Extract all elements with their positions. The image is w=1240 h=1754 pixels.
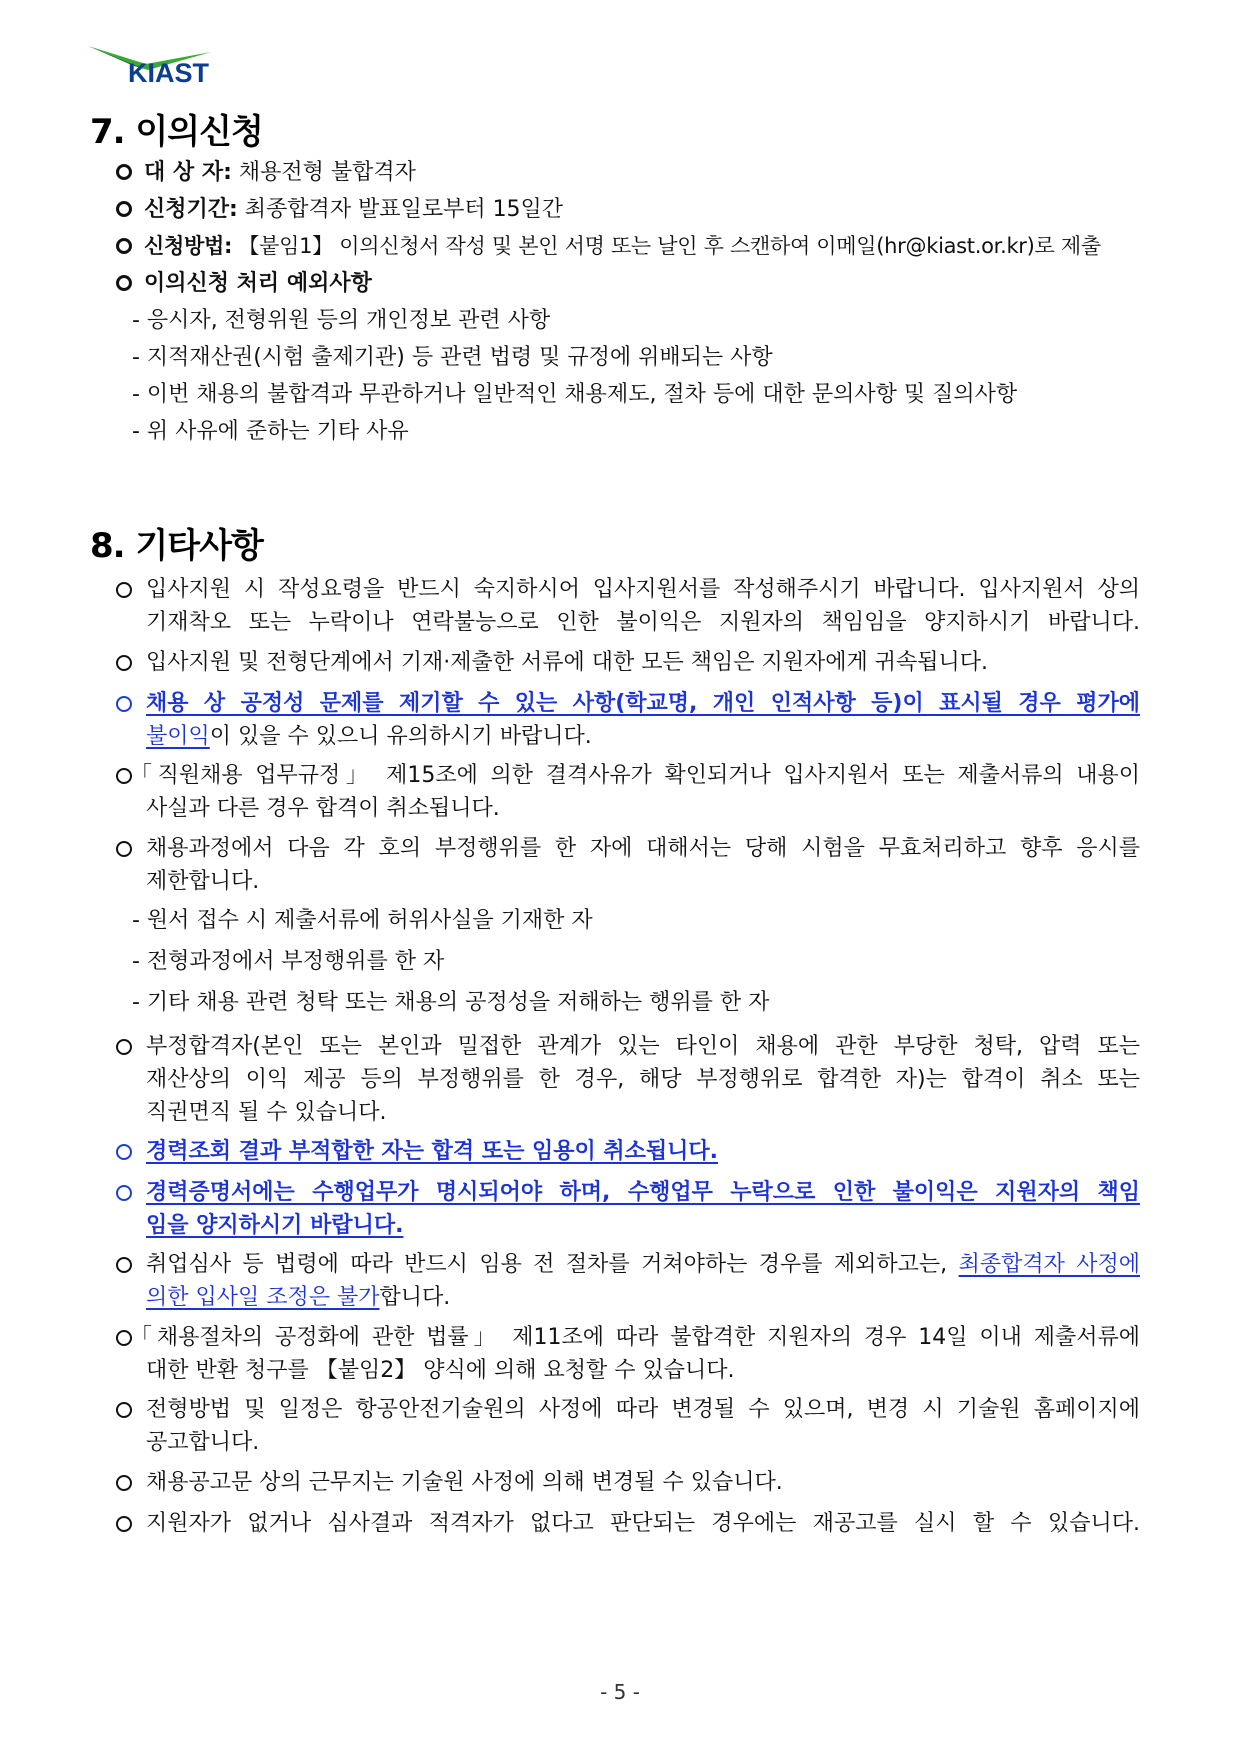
p4-line1: 「직원채용 업무규정」 제15조에 의한 결격사유가 확인되거나 입사지원서 또는 제출서류의 내용이 (130, 763, 1140, 788)
p7-line: 경력조회 결과 부적합한 자는 합격 또는 임용이 취소됩니다. (146, 1139, 719, 1164)
p11-line2: 공고합니다. (146, 1430, 260, 1455)
bullet-icon (116, 1185, 132, 1201)
p10-line2: 대한 반환 청구를 【붙임2】 양식에 의해 요청할 수 있습니다. (146, 1358, 735, 1383)
p11-line1: 전형방법 및 일정은 항공안전기술원의 사정에 따라 변경될 수 있으며, 변경 시 기술원 홈페이지에 (146, 1397, 1140, 1422)
bullet-icon (116, 841, 132, 857)
p10-line1: 「채용절차의 공정화에 관한 법률」 제11조에 따라 불합격한 지원자의 경우 14일 이내 제출서류에 (130, 1325, 1140, 1350)
p1-line2: 기재착오 또는 누락이나 연락불능으로 인한 불이익은 지원자의 책임임을 양지하시기 바랍니다. (146, 610, 1140, 635)
target-item: 대 상 자: 채용전형 불합격자 (144, 160, 416, 185)
bullet-icon (116, 1475, 132, 1491)
p2-line: 입사지원 및 전형단계에서 기재·제출한 서류에 대한 모든 책임은 지원자에게 귀속됩니다. (146, 650, 988, 675)
bullet-icon (116, 201, 132, 217)
bullet-icon (116, 1257, 132, 1273)
p6-line2: 재산상의 이익 제공 등의 부정행위를 한 경우, 해당 부정행위로 합격한 자)는 합격이 취소 또는 (146, 1067, 1140, 1092)
bullet-icon (116, 1402, 132, 1418)
bullet-icon (116, 655, 132, 671)
exception-sub-4: - 위 사유에 준하는 기타 사유 (132, 419, 409, 444)
p8-line1: 경력증명서에는 수행업무가 명시되어야 하며, 수행업무 누락으로 인한 불이익은 지원자의 책임 (146, 1180, 1140, 1205)
exception-sub-2: - 지적재산권(시험 출제기관) 등 관련 법령 및 규정에 위배되는 사항 (132, 345, 773, 370)
exceptions-item: 이의신청 처리 예외사항 (144, 271, 372, 296)
p13-line: 지원자가 없거나 심사결과 적격자가 없다고 판단되는 경우에는 재공고를 실시 할 수 있습니다. (146, 1511, 1140, 1536)
method-item: 신청방법: 【붙임1】 이의신청서 작성 및 본인 서명 또는 날인 후 스캔하여 이메일(hr@kiast.or.kr)로 제출 (144, 234, 1101, 258)
bullet-icon (116, 696, 132, 712)
section-7-title: 7. 이의신청 (90, 112, 263, 152)
bullet-icon (116, 164, 132, 180)
page-number: - 5 - (600, 1680, 640, 1704)
p5-sub-2: - 전형과정에서 부정행위를 한 자 (132, 949, 445, 974)
p9-line2: 의한 입사일 조정은 불가합니다. (146, 1285, 451, 1310)
section-8-title: 8. 기타사항 (90, 526, 263, 566)
p5-line2: 제한합니다. (146, 869, 260, 894)
p5-sub-3: - 기타 채용 관련 청탁 또는 채용의 공정성을 저해하는 행위를 한 자 (132, 990, 770, 1015)
bullet-icon (116, 238, 132, 254)
exception-sub-3: - 이번 채용의 불합격과 무관하거나 일반적인 채용제도, 절차 등에 대한 문의사항 및 질의사항 (132, 382, 1018, 407)
p5-line1: 채용과정에서 다음 각 호의 부정행위를 한 자에 대해서는 당해 시험을 무효처리하고 향후 응시를 (146, 836, 1140, 861)
p4-line2: 사실과 다른 경우 합격이 취소됩니다. (146, 796, 500, 821)
exception-sub-1: - 응시자, 전형위원 등의 개인정보 관련 사항 (132, 308, 551, 333)
bullet-icon (116, 1144, 132, 1160)
period-item: 신청기간: 최종합격자 발표일로부터 15일간 (144, 197, 564, 222)
bullet-icon (116, 582, 132, 598)
bullet-icon (116, 1516, 132, 1532)
p3-line2: 불이익이 있을 수 있으니 유의하시기 바랍니다. (146, 724, 592, 749)
p1-line1: 입사지원 시 작성요령을 반드시 숙지하시어 입사지원서를 작성해주시기 바랍니다. 입사지원서 상의 (146, 577, 1140, 602)
p6-line3: 직권면직 될 수 있습니다. (146, 1100, 387, 1125)
kiast-logo (86, 44, 216, 94)
p3-line1: 채용 상 공정성 문제를 제기할 수 있는 사항(학교명, 개인 인적사항 등)이 표시될 경우 평가에 (146, 691, 1140, 716)
bullet-icon (116, 1039, 132, 1055)
p5-sub-1: - 원서 접수 시 제출서류에 허위사실을 기재한 자 (132, 908, 593, 933)
p6-line1: 부정합격자(본인 또는 본인과 밀접한 관계가 있는 타인이 채용에 관한 부당한 청탁, 압력 또는 (146, 1034, 1140, 1059)
logo-text: KIAST (128, 58, 209, 88)
p12-line: 채용공고문 상의 근무지는 기술원 사정에 의해 변경될 수 있습니다. (146, 1470, 783, 1495)
p8-line2: 임을 양지하시기 바랍니다. (146, 1213, 404, 1238)
p9-line1: 취업심사 등 법령에 따라 반드시 임용 전 절차를 거쳐야하는 경우를 제외하고는, 최종합격자 사정에 (146, 1252, 1141, 1277)
bullet-icon (116, 275, 132, 291)
